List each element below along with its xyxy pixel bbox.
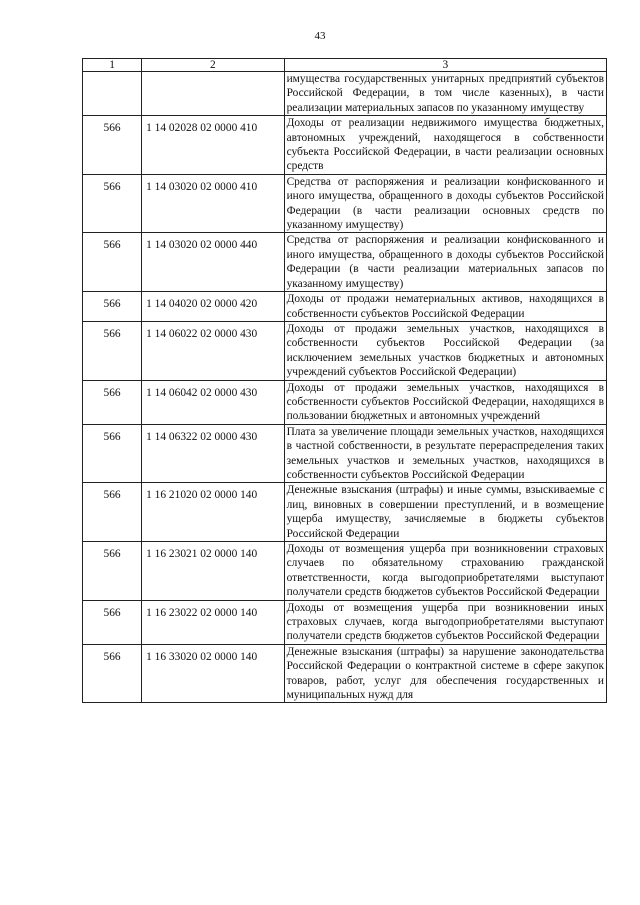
revenue-code-cell: 1 14 03020 02 0000 440 [142, 233, 284, 292]
admin-code-cell: 566 [83, 321, 142, 380]
column-header-2: 2 [142, 59, 284, 72]
table-row [83, 600, 607, 644]
table-row [83, 72, 607, 116]
revenue-description-cell: имущества государственных унитарных предприятий субъектов Российской Федерации, в том числе казенных), в части реализации материальных запасов по указанному имуществу [284, 72, 606, 116]
table-row [83, 116, 607, 175]
page-number: 43 [314, 30, 326, 42]
revenue-description-cell: Плата за увеличение площади земельных участков, находящихся в частной собственности, в результате перераспределения таких земельных участков и земельных участков, находящихся в собственности субъектов Российской Федерации [284, 424, 606, 483]
revenue-code-cell [142, 72, 284, 116]
revenue-code-cell: 1 14 06042 02 0000 430 [142, 380, 284, 424]
revenue-codes-table [82, 58, 607, 703]
revenue-code-cell: 1 16 33020 02 0000 140 [142, 644, 284, 703]
admin-code-cell: 566 [83, 233, 142, 292]
revenue-description-cell: Доходы от продажи земельных участков, находящихся в собственности субъектов Российской Федерации, находящихся в пользовании бюджетных и автономных учреждений [284, 380, 606, 424]
column-header-3: 3 [284, 59, 606, 72]
revenue-description-cell: Денежные взыскания (штрафы) за нарушение законодательства Российской Федерации о контрактной системе в сфере закупок товаров, работ, услуг для обеспечения государственных и муниципальных нужд для [284, 644, 606, 703]
admin-code-cell: 566 [83, 380, 142, 424]
revenue-code-cell: 1 14 04020 02 0000 420 [142, 292, 284, 322]
admin-code-cell: 566 [83, 644, 142, 703]
table-row [83, 233, 607, 292]
revenue-code-cell: 1 14 02028 02 0000 410 [142, 116, 284, 175]
table-row [83, 424, 607, 483]
admin-code-cell: 566 [83, 600, 142, 644]
admin-code-cell: 566 [83, 174, 142, 233]
table-row [83, 644, 607, 703]
revenue-code-cell: 1 16 23021 02 0000 140 [142, 542, 284, 601]
admin-code-cell: 566 [83, 292, 142, 322]
admin-code-cell: 566 [83, 116, 142, 175]
column-header-1: 1 [83, 59, 142, 72]
revenue-code-cell: 1 14 06322 02 0000 430 [142, 424, 284, 483]
table-row [83, 174, 607, 233]
revenue-code-cell: 1 16 23022 02 0000 140 [142, 600, 284, 644]
revenue-code-cell: 1 14 03020 02 0000 410 [142, 174, 284, 233]
table-row [83, 292, 607, 322]
revenue-code-cell: 1 14 06022 02 0000 430 [142, 321, 284, 380]
admin-code-cell: 566 [83, 424, 142, 483]
revenue-description-cell: Средства от распоряжения и реализации конфискованного и иного имущества, обращенного в доходы субъектов Российской Федерации (в части реализации материальных запасов по указанному имуществу) [284, 233, 606, 292]
revenue-description-cell: Доходы от продажи земельных участков, находящихся в собственности субъектов Российской Федерации (за исключением земельных участков бюджетных и автономных учреждений субъектов Российской Федерации) [284, 321, 606, 380]
table-row [83, 542, 607, 601]
revenue-description-cell: Доходы от возмещения ущерба при возникновении иных страховых случаев, когда выгодоприобретателями выступают получатели средств бюджетов субъектов Российской Федерации [284, 600, 606, 644]
revenue-description-cell: Денежные взыскания (штрафы) и иные суммы, взыскиваемые с лиц, виновных в совершении преступлений, и в возмещение ущерба имуществу, зачисляемые в бюджеты субъектов Российской Федерации [284, 483, 606, 542]
table-row [83, 321, 607, 380]
admin-code-cell: 566 [83, 542, 142, 601]
admin-code-cell [83, 72, 142, 116]
revenue-description-cell: Доходы от продажи нематериальных активов, находящихся в собственности субъектов Российской Федерации [284, 292, 606, 322]
admin-code-cell: 566 [83, 483, 142, 542]
revenue-description-cell: Доходы от реализации недвижимого имущества бюджетных, автономных учреждений, находящегося в собственности субъекта Российской Федерации, в части реализации основных средств [284, 116, 606, 175]
table-row [83, 483, 607, 542]
table-header-row [83, 59, 607, 72]
revenue-description-cell: Средства от распоряжения и реализации конфискованного и иного имущества, обращенного в доходы субъектов Российской Федерации (в части реализации основных средств по указанному имуществу) [284, 174, 606, 233]
revenue-code-cell: 1 16 21020 02 0000 140 [142, 483, 284, 542]
table-row [83, 380, 607, 424]
revenue-description-cell: Доходы от возмещения ущерба при возникновении страховых случаев по обязательному страхованию гражданской ответственности, когда выгодоприобретателями выступают получатели средств бюджетов субъектов Российской Федерации [284, 542, 606, 601]
